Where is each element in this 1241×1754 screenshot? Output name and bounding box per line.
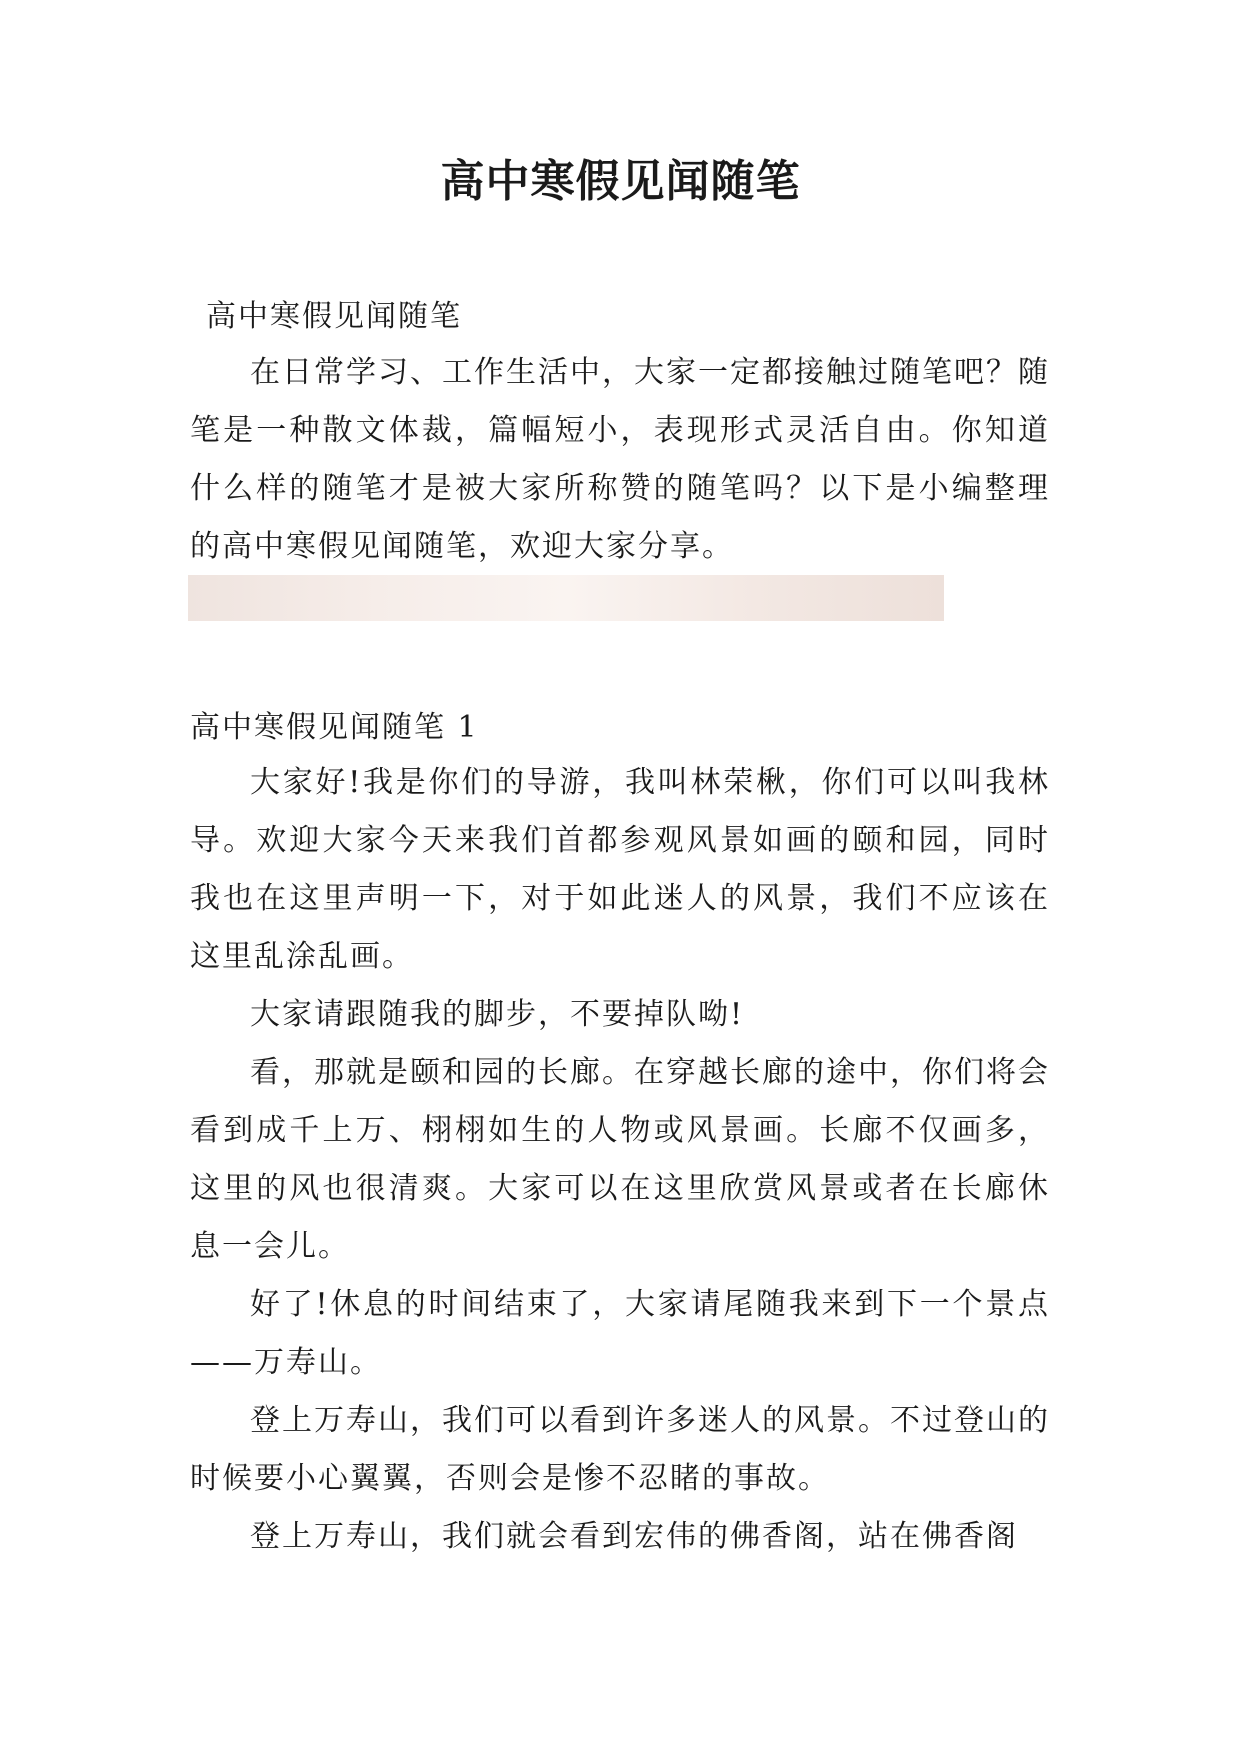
essay-paragraph: 登上万寿山，我们就会看到宏伟的佛香阁，站在佛香阁 (250, 1519, 1018, 1554)
section-heading: 高中寒假见闻随笔 1 (190, 710, 479, 745)
essay-paragraph: 好了!休息的时间结束了，大家请尾随我来到下一个景点——万寿山。 (190, 1287, 1050, 1380)
document-title: 高中寒假见闻随笔 (440, 156, 801, 207)
intro-block (190, 344, 1050, 576)
essay-paragraph: 大家请跟随我的脚步，不要掉队呦! (250, 997, 745, 1032)
essay-paragraph: 登上万寿山，我们可以看到许多迷人的风景。不过登山的时候要小心翼翼，否则会是惨不忍睹的事故。 (190, 1403, 1050, 1496)
essay-paragraph: 看，那就是颐和园的长廊。在穿越长廊的途中，你们将会看到成千上万、栩栩如生的人物或风景画。长廊不仅画多，这里的风也很清爽。大家可以在这里欣赏风景或者在长廊休息一会儿。 (190, 1055, 1050, 1264)
document-subtitle: 高中寒假见闻随笔 (206, 299, 462, 334)
decorative-banner-image (188, 575, 944, 621)
intro-paragraph: 在日常学习、工作生活中，大家一定都接触过随笔吧？随笔是一种散文体裁，篇幅短小，表现形式灵活自由。你知道什么样的随笔才是被大家所称赞的随笔吗？以下是小编整理的高中寒假见闻随笔，欢迎大家分享。 (190, 355, 1050, 564)
essay-body (190, 754, 1050, 1566)
essay-paragraph: 大家好!我是你们的导游，我叫林荣楸，你们可以叫我林导。欢迎大家今天来我们首都参观风景如画的颐和园，同时我也在这里声明一下，对于如此迷人的风景，我们不应该在这里乱涂乱画。 (190, 765, 1050, 974)
